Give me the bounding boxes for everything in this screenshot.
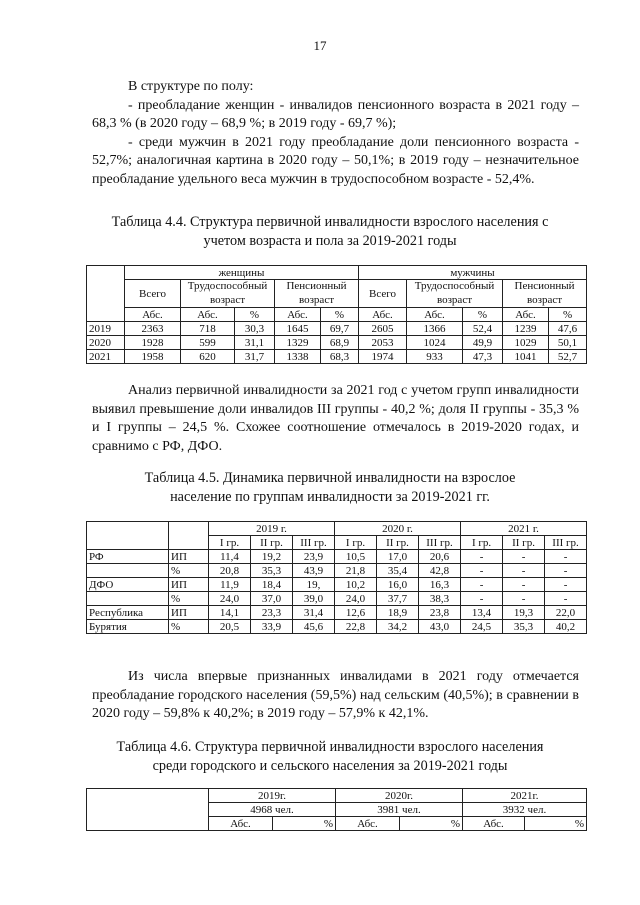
total-header: Всего bbox=[125, 280, 181, 308]
page-number: 17 bbox=[313, 38, 327, 53]
measure-cell: ИП bbox=[169, 606, 209, 620]
group-header: III гр. bbox=[545, 536, 587, 550]
group-header: I гр. bbox=[335, 536, 377, 550]
abs-header: Абс. bbox=[125, 308, 181, 322]
group-header: I гр. bbox=[461, 536, 503, 550]
pension-age-header: Пенсионный возраст bbox=[275, 280, 359, 308]
table-4-4-caption: Таблица 4.4. Структура первичной инвалидности взрослого населения с учетом возраста и пола за 2019-2021 годы bbox=[111, 214, 549, 249]
table-row: Бурятия % 20,5 33,9 45,6 22,8 34,2 43,0 24,5 35,3 40,2 bbox=[87, 620, 587, 634]
year-cell: 2019 bbox=[87, 322, 125, 336]
abs-header: Абс. bbox=[181, 308, 235, 322]
pct-header: % bbox=[400, 817, 463, 831]
abs-header: Абс. bbox=[359, 308, 407, 322]
working-age-header: Трудоспособный возраст bbox=[181, 280, 275, 308]
table-row: % 24,0 37,0 39,0 24,0 37,7 38,3 - - - bbox=[87, 592, 587, 606]
paragraph-line: - преобладание женщин - инвалидов пенсионного возраста в 2021 году – 68,3 % (в 2020 году – 68,9 %; в 2019 году - 69,7 %); bbox=[92, 97, 579, 131]
region-cell: ДФО bbox=[87, 578, 169, 592]
year-header: 2020 г. bbox=[335, 522, 461, 536]
group-header: II гр. bbox=[377, 536, 419, 550]
table-row: % 20,8 35,3 43,9 21,8 35,4 42,8 - - - bbox=[87, 564, 587, 578]
working-age-header: Трудоспособный возраст bbox=[407, 280, 503, 308]
pct-header: % bbox=[321, 308, 359, 322]
paragraph-line: В структуре по полу: bbox=[128, 79, 254, 94]
pct-header: % bbox=[525, 817, 587, 831]
region-cell bbox=[87, 564, 169, 578]
total-header: Всего bbox=[359, 280, 407, 308]
table-row: РФ ИП 11,4 19,2 23,9 10,5 17,0 20,6 - - - bbox=[87, 550, 587, 564]
abs-header: Абс. bbox=[275, 308, 321, 322]
table-row: ДФО ИП 11,9 18,4 19, 10,2 16,0 16,3 - - - bbox=[87, 578, 587, 592]
region-cell: РФ bbox=[87, 550, 169, 564]
count-header: 4968 чел. bbox=[209, 803, 336, 817]
corner-cell bbox=[87, 789, 209, 831]
count-header: 3981 чел. bbox=[336, 803, 463, 817]
pct-header: % bbox=[235, 308, 275, 322]
region-cell bbox=[87, 592, 169, 606]
year-header: 2021 г. bbox=[461, 522, 587, 536]
year-header: 2019 г. bbox=[209, 522, 335, 536]
measure-cell: ИП bbox=[169, 550, 209, 564]
measure-cell: % bbox=[169, 592, 209, 606]
table-4-6-caption: Таблица 4.6. Структура первичной инвалидности взрослого населения среди городского и сельского населения за 2019-2021 годы bbox=[116, 739, 544, 774]
urban-rural-paragraph: Из числа впервые признанных инвалидами в 2021 году отмечается преобладание городского населения (59,5%) над сельским (40,5%); в сравнении в 2020 году – 59,8% к 40,2%; в 2019 году – 57,9% к 42,1%. bbox=[92, 669, 579, 721]
year-header: 2019г. bbox=[209, 789, 336, 803]
pct-header: % bbox=[549, 308, 587, 322]
region-cell: Республика bbox=[87, 606, 169, 620]
table-row: 2021 1958 620 31,7 1338 68,3 1974 933 47,3 1041 52,7 bbox=[87, 350, 587, 364]
pct-header: % bbox=[463, 308, 503, 322]
paragraph-line: - среди мужчин в 2021 году преобладание доли пенсионного возраста - 52,7%; аналогичная картина в 2020 году – 50,1%; в 2019 году – незначительное преобладание удельного веса мужчин в трудоспособном возрасте - 52,4%. bbox=[92, 134, 579, 187]
corner-cell bbox=[87, 522, 169, 550]
pension-age-header: Пенсионный возраст bbox=[503, 280, 587, 308]
year-header: 2021г. bbox=[463, 789, 587, 803]
year-header: 2020г. bbox=[336, 789, 463, 803]
abs-header: Абс. bbox=[463, 817, 525, 831]
measure-cell: ИП bbox=[169, 578, 209, 592]
measure-cell: % bbox=[169, 564, 209, 578]
group-header: III гр. bbox=[419, 536, 461, 550]
year-cell: 2021 bbox=[87, 350, 125, 364]
group-header: I гр. bbox=[209, 536, 251, 550]
abs-header: Абс. bbox=[503, 308, 549, 322]
sex-structure-paragraph bbox=[92, 78, 579, 189]
men-header: мужчины bbox=[359, 266, 587, 280]
measure-cell: % bbox=[169, 620, 209, 634]
pct-header: % bbox=[273, 817, 336, 831]
table-row: Республика ИП 14,1 23,3 31,4 12,6 18,9 23,8 13,4 19,3 22,0 bbox=[87, 606, 587, 620]
disability-groups-paragraph: Анализ первичной инвалидности за 2021 год с учетом групп инвалидности выявил превышение доли инвалидов III группы - 40,2 %; доля II группы - 35,3 % и I группы – 24,5 %. Схожее соотношение отмечалось в 2019-2020 годах, и сравнимо с РФ, ДФО. bbox=[92, 383, 579, 454]
table-4-5-caption: Таблица 4.5. Динамика первичной инвалидности на взрослое население по группам инвалидности за 2019-2021 гг. bbox=[144, 470, 516, 505]
corner-cell bbox=[169, 522, 209, 550]
table-row: 2019 2363 718 30,3 1645 69,7 2605 1366 52,4 1239 47,6 bbox=[87, 322, 587, 336]
abs-header: Абс. bbox=[209, 817, 273, 831]
table-4-6 bbox=[86, 788, 587, 831]
group-header: II гр. bbox=[251, 536, 293, 550]
table-4-5 bbox=[86, 521, 587, 634]
abs-header: Абс. bbox=[407, 308, 463, 322]
count-header: 3932 чел. bbox=[463, 803, 587, 817]
women-header: женщины bbox=[125, 266, 359, 280]
year-cell: 2020 bbox=[87, 336, 125, 350]
corner-cell bbox=[87, 266, 125, 322]
table-row: 2020 1928 599 31,1 1329 68,9 2053 1024 49,9 1029 50,1 bbox=[87, 336, 587, 350]
group-header: III гр. bbox=[293, 536, 335, 550]
abs-header: Абс. bbox=[336, 817, 400, 831]
group-header: II гр. bbox=[503, 536, 545, 550]
region-cell: Бурятия bbox=[87, 620, 169, 634]
table-4-4 bbox=[86, 265, 587, 364]
